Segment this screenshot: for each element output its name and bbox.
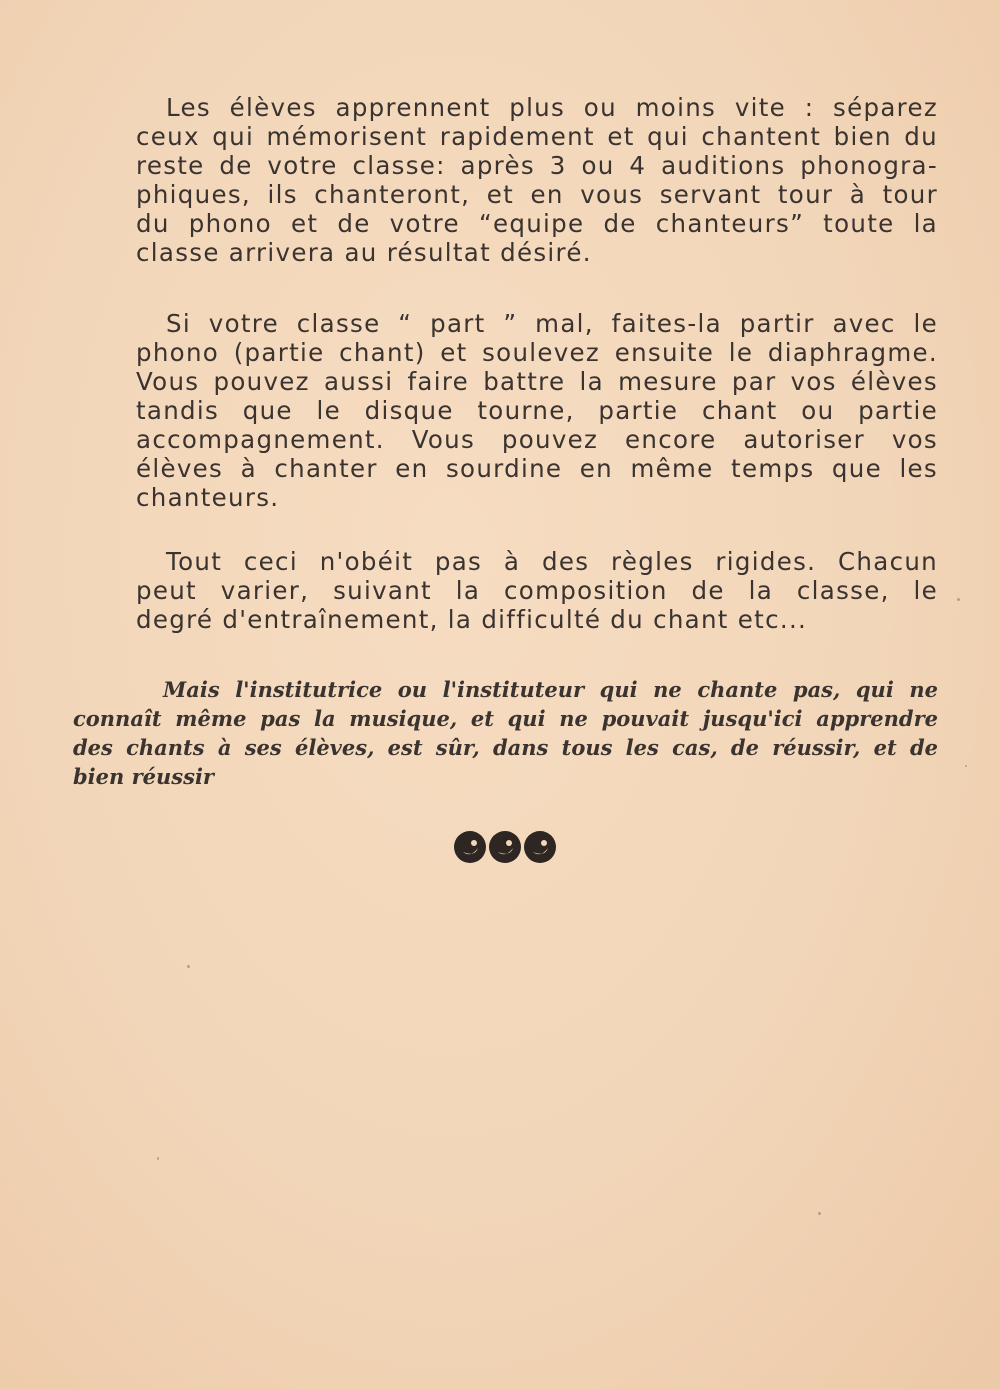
paragraph-line: reste de votre classe: après 3 ou 4 auditions phonogra- bbox=[136, 151, 938, 180]
paragraph-line: tandis que le disque tourne, partie chant ou partie bbox=[136, 396, 938, 425]
paragraph-3 bbox=[136, 547, 938, 634]
paragraph-line: du phono et de votre “equipe de chanteurs” toute la bbox=[136, 209, 938, 238]
paragraph-line: accompagnement. Vous pouvez encore autoriser vos bbox=[136, 425, 938, 454]
paragraph-line: degré d'entraînement, la difficulté du chant etc... bbox=[136, 605, 808, 634]
paragraph-line: Tout ceci n'obéit pas à des règles rigides. Chacun bbox=[166, 547, 938, 576]
paper-speck bbox=[187, 965, 190, 968]
paper-speck bbox=[818, 1212, 821, 1215]
closing-line: connaît même pas la musique, et qui ne pouvait jusqu'ici apprendre bbox=[73, 706, 938, 731]
paragraph-1 bbox=[136, 93, 938, 267]
paragraph-line: Vous pouvez aussi faire battre la mesure par vos élèves bbox=[136, 367, 938, 396]
triple-disc-ornament-icon bbox=[453, 828, 557, 866]
closing-line: Mais l'institutrice ou l'instituteur qui ne chante pas, qui ne bbox=[163, 677, 938, 702]
paper-speck bbox=[965, 765, 967, 767]
closing-line: bien réussir bbox=[73, 764, 214, 789]
closing-paragraph bbox=[73, 675, 938, 791]
closing-line: des chants à ses élèves, est sûr, dans tous les cas, de réussir, et de bbox=[73, 735, 938, 760]
paragraph-2 bbox=[136, 309, 938, 512]
paragraph-line: Si votre classe “ part ” mal, faites-la partir avec le bbox=[166, 309, 938, 338]
paper-speck bbox=[957, 598, 960, 601]
paper-speck bbox=[157, 1157, 159, 1160]
paragraph-line: chanteurs. bbox=[136, 483, 280, 512]
paragraph-line: ceux qui mémorisent rapidement et qui chantent bien du bbox=[136, 122, 938, 151]
paragraph-line: phiques, ils chanteront, et en vous servant tour à tour bbox=[136, 180, 938, 209]
paragraph-line: phono (partie chant) et soulevez ensuite le diaphragme. bbox=[136, 338, 938, 367]
paragraph-line: élèves à chanter en sourdine en même temps que les bbox=[136, 454, 938, 483]
paragraph-line: classe arrivera au résultat désiré. bbox=[136, 238, 592, 267]
paragraph-line: Les élèves apprennent plus ou moins vite : séparez bbox=[166, 93, 938, 122]
paragraph-line: peut varier, suivant la composition de la classe, le bbox=[136, 576, 938, 605]
